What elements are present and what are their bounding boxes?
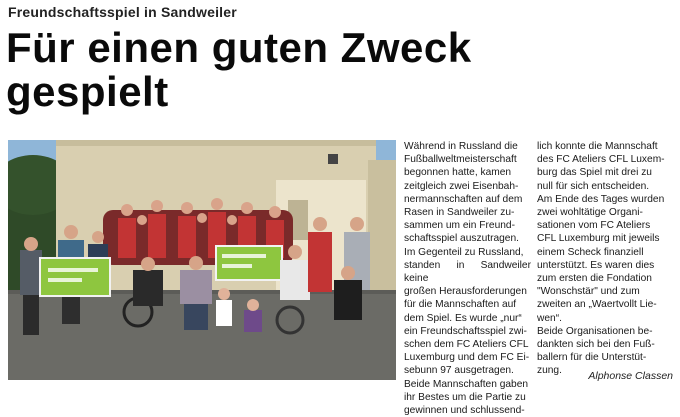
article-column-1: [404, 140, 531, 417]
headline-line-1: Für einen guten Zweck: [6, 24, 472, 71]
column-2-text: lich konnte die Mannschaft des FC Ateliers CFL Luxem- burg das Spiel mit drei zu null für sich entscheiden. Am Ende des Tages wurden zwei wohltätige Organi- sationen vom FC Ateliers CFL Luxemburg mit jeweils einem Scheck finanziell unterstützt. Es waren dies zum ersten die Fondation "Wonschstär" und zum zweiten an „Waertvollt Lie- wen“. Beide Organisationen be- dankten sich bei den Fuß- ballern für die Unterstüt- zung.: [537, 141, 665, 377]
article-kicker: Freundschaftsspiel in Sandweiler: [8, 4, 237, 20]
article-author: Alphonse Classen: [588, 370, 673, 382]
headline-line-2: gespielt: [6, 68, 169, 115]
team-photo-illustration: [8, 140, 396, 380]
column-1-text: Während in Russland die Fußballweltmeisterschaft begonnen hatte, kamen zeitgleich zwei Eisenbah- nermannschaften auf dem Rasen in Sandweiler zu- sammen um ein Freund- schaftsspiel auszutragen. Im Gegenteil zu Russland, standen in Sandweiler keine großen Herausforderungen für die Mannschaften auf dem Spiel. Es wurde „nur“ ein Freundschaftsspiel zwi- schen dem FC Ateliers CFL Luxemburg und dem FC Ei- sebunn 97 ausgetragen. Beide Mannschaften gaben ihr Bestes um die Partie zu gewinnen und schlussend-: [404, 141, 531, 417]
team-photo: [8, 140, 396, 380]
article-headline: [6, 26, 472, 114]
article-column-2: [537, 140, 673, 378]
